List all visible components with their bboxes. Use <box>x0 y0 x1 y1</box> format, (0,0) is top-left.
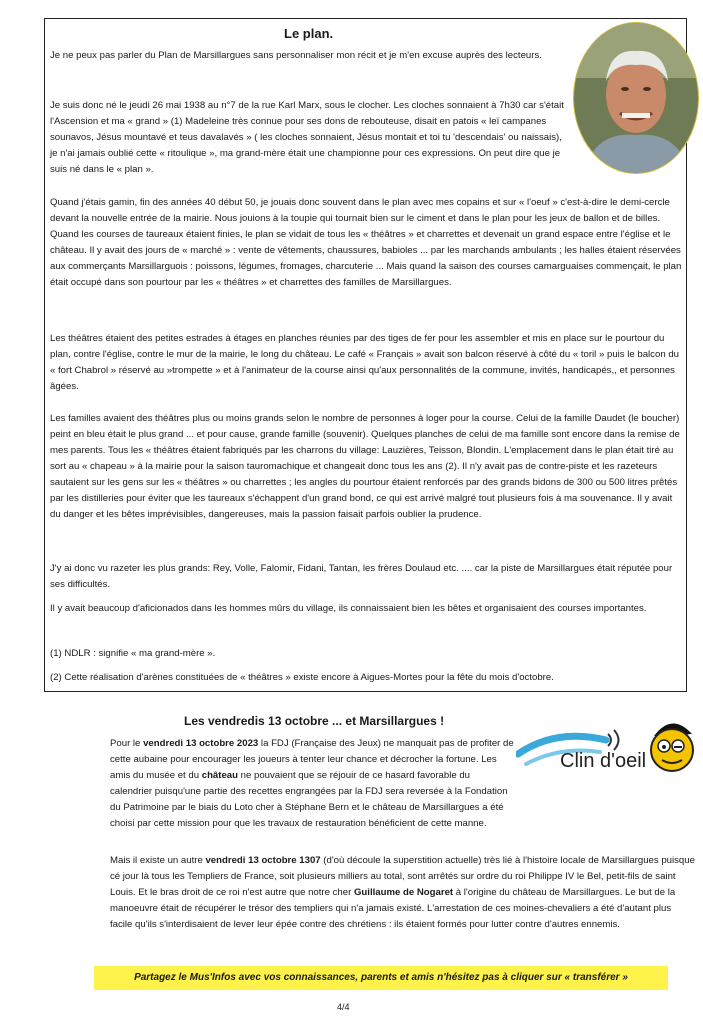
paragraph: Je ne peux pas parler du Plan de Marsillargues sans personnaliser mon récit et je m'en excuse auprès des lecteurs. <box>50 50 542 61</box>
share-banner: Partagez le Mus'Infos avec vos connaissances, parents et amis n'hésitez pas à cliquer sur « transférer » <box>94 966 668 990</box>
logo-text: Clin d'oeil <box>560 750 647 772</box>
paragraph: Mais il existe un autre vendredi 13 octobre 1307 (d'où découle la superstition actuelle) très lié à l'histoire locale de Marsillargues puisque cé jour là tous les Templiers de France, soit plusieurs milliers au total, sont arrêtés sur ordre du roi Philippe IV le Bel, petit-fils de saint Louis. Et le bras droit de ce roi n'est autre que notre cher Guillaume de Nogaret à l'origine du château de Marsillargues. Le but de la manoeuvre était de récupérer le trésor des templiers qui n'a jamais existé. L'arrestation de ces moines-chevaliers a été d'autant plus facile qu'ils s'interdisaient de lever leur épée contre des chrétiens : ils étaient formés pour lutter contre d'autres ennemis. <box>110 855 695 930</box>
article-title: Le plan. <box>284 26 334 41</box>
author-portrait <box>573 22 699 174</box>
portrait-illustration <box>574 23 698 173</box>
page-number: 4/4 <box>337 1002 350 1012</box>
paragraph: Je suis donc né le jeudi 26 mai 1938 au n°7 de la rue Karl Marx, sous le clocher. Les cloches sonnaient à 7h30 car s'était l'Ascension et ma « grand » (1) Madeleine très connue pour ses dons de rebouteuse, disait en patois « leï campanes sounavos, Jésus mountavé et teus davalavés » ( les cloches sonnaient, Jésus montait et toi tu 'descendais' ou naissais), je n'ai jamais oublié cette « ritoulique », ma grand-mère était une championne pour ces expressions. On peut dire que je suis né dans le « plan ». <box>50 100 564 175</box>
footnote: (1) NDLR : signifie « ma grand-mère ». <box>50 648 216 659</box>
paragraph: Les familles avaient des théâtres plus ou moins grands selon le nombre de personnes à loger pour la course. Celui de la famille Daudet (le boucher) peint en bleu était le plus grand ... et pour cause, grande famille (souvenir). Quelques planches de celui de ma famille sont encore dans la remise de mes parents. Tous les « théâtres étaient fabriqués par les charrons du village: Lauzières, Teisson, Blondin. L'emplacement dans le plan était tiré au sort au « chapeau » à la mairie pour la saison tauromachique et changeait donc tous les ans (2). Il n'y avait pas de contre-piste et les razeteurs sautaient sur les gens sur les « théâtres » ou charrettes ; les angles du pourtour étaient renforcés par des grands bidons de 300 ou 500 litres prêtés par les distilleries pour éviter que les taureaux s'échappent d'un grand bond, ce qui est arrivé malgré tout plusieurs fois à ma souvenance. Il y avait du danger et les bêtes imprévisibles, dangereuses, mais la passion faisait parfois oublier la prudence. <box>50 413 680 520</box>
winking-emoji-icon <box>648 714 696 776</box>
footnote: (2) Cette réalisation d'arènes constituées de « théâtres » existe encore à Aigues-Mortes pour la fête du mois d'octobre. <box>50 672 554 683</box>
article-title: Les vendredis 13 octobre ... et Marsillargues ! <box>184 714 445 728</box>
paragraph: Quand j'étais gamin, fin des années 40 début 50, je jouais donc souvent dans le plan avec mes copains et sur « l'oeuf » c'est-à-dire le demi-cercle devant la nouvelle entrée de la mairie. Nous jouions à la toupie qui tournait bien sur le ciment et dans le plan pour les jeux de ballon et de billes. Quand les courses de taureaux étaient finies, le plan se vidait de tous les « théâtres » et charrettes et devenait un grand espace entre l'église et le château. Il y avait des jours de « marché » : vente de vêtements, chaussures, babioles ... par les marchands ambulants ; les halles étaient réservées aux commerçants Marsillarguois : poissons, légumes, fromages, charcuterie ... Mais quand la saison des courses camarguaises commençait, le plan était occupé dans son pourtour par les « théâtres » et charrettes des familles de Marsillargues. <box>50 197 682 288</box>
clin-doeil-logo <box>516 720 696 790</box>
paragraph: Les théâtres étaient des petites estrades à étages en planches réunies par des tiges de fer pour les assembler et mis en place sur le pourtour du plan, contre l'église, contre le mur de la mairie, le long du château. Le café « Français » avait son balcon réservé à côté du « toril » puis le balcon du « fort Chabrol » réservé au »trompette » et à l'animateur de la course ainsi qu'aux personnalités de la commune, invités, handicapés,, et personnes âgées. <box>50 333 679 392</box>
paragraph: J'y ai donc vu razeter les plus grands: Rey, Volle, Falomir, Fidani, Tantan, les frères Doulaud etc. .... car la piste de Marsillargues était réputée pour ses difficultés. <box>50 563 673 590</box>
paragraph: Pour le vendredi 13 octobre 2023 la FDJ (Française des Jeux) ne manquait pas de profiter de cette aubaine pour encourager les joueurs à tenter leur chance et décrocher la fortune. Les amis du musée et du château ne pouvaient que se réjouir de ce hasard favorable du calendrier puisqu'une partie des recettes engrangées par la FDJ sera reversée à la Fondation du Patrimoine par le biais du Loto cher à Stéphane Bern et le château de Marsillargues a été choisi par cette mission pour que les travaux de restauration bénéficient de cette manne. <box>110 738 514 829</box>
paragraph: Il y avait beaucoup d'aficionados dans les hommes mûrs du village, ils connaissaient bien les bêtes et organisaient des courses importantes. <box>50 603 647 614</box>
